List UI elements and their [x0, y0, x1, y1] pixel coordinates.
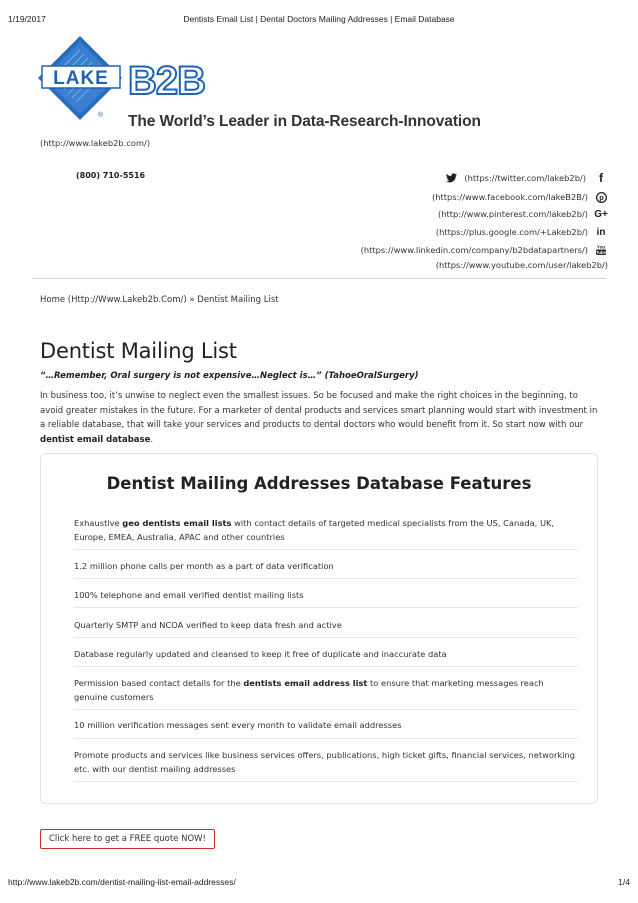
svg-text:®: ®: [98, 112, 104, 119]
social-facebook[interactable]: [432, 190, 608, 204]
pinterest-icon: [594, 190, 608, 204]
feature-item: [74, 559, 578, 573]
feature-divider: [74, 781, 578, 782]
feature-item: [74, 647, 578, 661]
feature-text: Promote products and services like business services offers, publications, high ticket gifts, financial services, networking etc. with our dentist mailing addresses: [74, 750, 576, 774]
social-twitter[interactable]: [444, 171, 586, 185]
page-title: Dentist Mailing List: [40, 339, 237, 363]
feature-divider: [74, 666, 578, 667]
svg-text:LAKE: LAKE: [53, 68, 109, 89]
feature-text: 10 million verification messages sent every month to validate email addresses: [74, 720, 402, 730]
feature-bold-link[interactable]: dentists email address list: [243, 678, 368, 688]
feature-divider: [74, 738, 578, 739]
social-facebook-icon-slot[interactable]: [594, 171, 608, 185]
intro-text: In business too, it’s unwise to neglect even the smallest issues. So be focused and make the right choices in the beginning, to avoid greater mistakes in the future. For a marketer of dental products and services smart planning would start with investment in a reliable database, that will take your services and products to dental doctors who would benefit from it. So start now with our: [40, 391, 598, 430]
feature-divider: [74, 549, 578, 550]
intro-bold-link[interactable]: dentist email database: [40, 434, 151, 445]
linkedin-icon: in: [596, 226, 606, 238]
feature-item: [74, 748, 578, 776]
social-url: (https://plus.google.com/+Lakeb2b/): [435, 227, 588, 237]
social-url: (https://twitter.com/lakeb2b/): [464, 173, 586, 183]
facebook-icon: f: [599, 171, 603, 185]
feature-text: with contact details of targeted medical specialists from the US, Canada, UK, Europe, EMEA, Australia, APAC and other countries: [74, 518, 555, 542]
feature-text: Permission based contact details for the: [74, 678, 244, 688]
free-quote-button[interactable]: Click here to get a FREE quote NOW!: [40, 829, 215, 849]
feature-text: 1.2 million phone calls per month as a part of data verification: [74, 561, 334, 571]
intro-paragraph: [40, 389, 602, 447]
social-url: (https://www.facebook.com/lakeB2B/): [432, 192, 588, 202]
feature-text: to ensure that marketing messages reach genuine customers: [74, 678, 544, 702]
svg-text:Tube: Tube: [596, 249, 606, 255]
intro-end: .: [150, 434, 154, 445]
logo-url-link[interactable]: (http://www.lakeb2b.com/): [40, 138, 151, 148]
print-footer-url: http://www.lakeb2b.com/dentist-mailing-list-email-addresses/: [8, 877, 236, 887]
feature-item: [74, 588, 578, 602]
feature-divider: [74, 637, 578, 638]
social-url: (http://www.pinterest.com/lakeb2b/): [438, 209, 588, 219]
header-divider: [32, 278, 606, 279]
features-title: Dentist Mailing Addresses Database Features: [106, 474, 532, 493]
feature-item: [74, 676, 578, 704]
social-url: (https://www.linkedin.com/company/b2bdatapartners/): [360, 245, 588, 255]
feature-text: 100% telephone and email verified dentist mailing lists: [74, 590, 304, 600]
logo-tagline: The World’s Leader in Data-Research-Innovation: [128, 113, 481, 130]
breadcrumb[interactable]: Home (Http://Www.Lakeb2b.Com/) » Dentist Mailing List: [40, 295, 279, 305]
phone-number[interactable]: (800) 710-5516: [76, 171, 146, 180]
print-date: 1/19/2017: [8, 14, 46, 24]
feature-text: Exhaustive: [74, 518, 123, 528]
social-google-plus[interactable]: [436, 225, 608, 239]
svg-text:p: p: [598, 192, 604, 202]
print-footer-page: 1/4: [618, 877, 630, 887]
feature-text: Quarterly SMTP and NCOA verified to keep data fresh and active: [74, 620, 342, 630]
svg-text:B2B: B2B: [128, 59, 206, 103]
feature-item: [74, 718, 578, 732]
feature-divider: [74, 607, 578, 608]
social-youtube[interactable]: [436, 260, 608, 270]
page-quote: “…Remember, Oral surgery is not expensive…Neglect is…” (TahoeOralSurgery): [40, 371, 419, 381]
google-plus-icon: G+: [594, 208, 608, 220]
social-pinterest[interactable]: [438, 207, 608, 221]
svg-text:You: You: [596, 244, 606, 250]
feature-divider: [74, 578, 578, 579]
feature-item: [74, 516, 578, 544]
print-title: Dentists Email List | Dental Doctors Mailing Addresses | Email Database: [183, 14, 455, 24]
feature-bold-link[interactable]: geo dentists email lists: [122, 518, 232, 528]
youtube-icon: [594, 243, 608, 257]
social-url: (https://www.youtube.com/user/lakeb2b/): [435, 260, 608, 270]
features-card: [40, 453, 598, 804]
feature-divider: [74, 709, 578, 710]
twitter-icon: [444, 171, 458, 185]
feature-text: Database regularly updated and cleansed to keep it free of duplicate and inaccurate data: [74, 649, 447, 659]
feature-item: [74, 618, 578, 632]
social-linkedin[interactable]: [361, 243, 608, 257]
